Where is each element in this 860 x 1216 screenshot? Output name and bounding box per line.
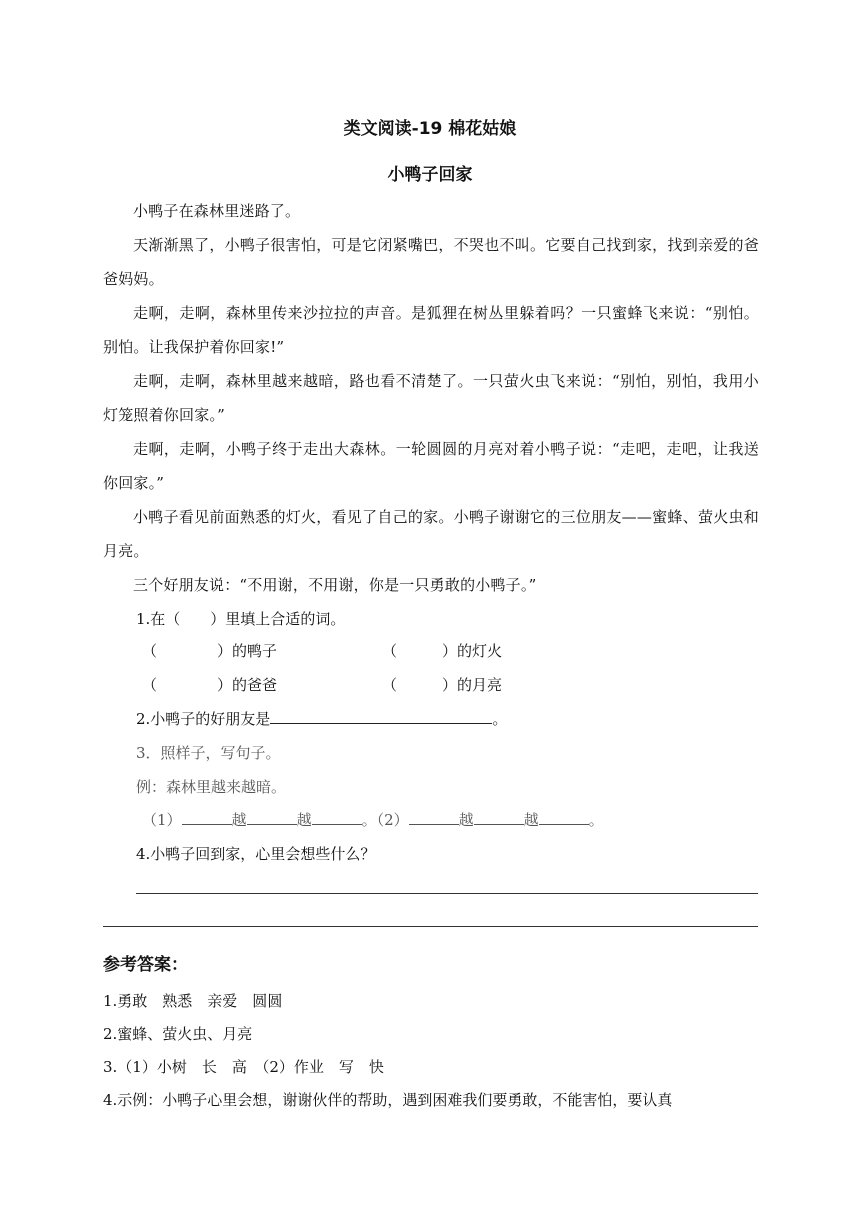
answer-blank[interactable]: [270, 709, 492, 724]
answers-heading: 参考答案：: [103, 955, 188, 975]
answer-1: 1.勇敢 熟悉 亲爱 圆圆: [103, 992, 283, 1010]
question-2: [136, 708, 507, 729]
story-paragraph-4: 走啊，走啊，森林里越来越暗，路也看不清楚了。一只萤火虫飞来说：“别怕，别怕，我用小灯笼照着你回家。”: [103, 372, 759, 424]
answer-3: 3.（1）小树 长 高 （2）作业 写 快: [103, 1058, 384, 1076]
q3-yue: 越: [296, 811, 312, 829]
answer-blank[interactable]: [182, 810, 232, 825]
answer-2: 2.蜜蜂、萤火虫、月亮: [103, 1025, 253, 1043]
story-paragraph-5: 走啊，走啊，小鸭子终于走出大森林。一轮圆圆的月亮对着小鸭子说：“走吧，走吧，让我送你回家。”: [103, 440, 759, 492]
q3-part1-label: （1）: [142, 811, 182, 829]
story-paragraph-1: 小鸭子在森林里迷路了。: [133, 202, 301, 220]
question-3-blanks: [142, 809, 604, 830]
question-4: 4.小鸭子回到家，心里会想些什么？: [136, 845, 376, 863]
answer-blank[interactable]: [474, 810, 524, 825]
q3-yue: 越: [523, 811, 539, 829]
page-title: 类文阅读-19 棉花姑娘: [343, 119, 517, 139]
question-2-end: 。: [492, 710, 508, 728]
answer-4: 4.示例：小鸭子心里会想，谢谢伙伴的帮助，遇到困难我们要勇敢，不能害怕，要认真: [103, 1091, 673, 1109]
answer-blank[interactable]: [312, 810, 362, 825]
q3-yue: 越: [458, 811, 474, 829]
story-paragraph-2: 天渐渐黑了，小鸭子很害怕，可是它闭紧嘴巴，不哭也不叫。它要自己找到家，找到亲爱的爸爸妈妈。: [103, 236, 759, 288]
answer-blank[interactable]: [539, 810, 589, 825]
story-paragraph-3: 走啊，走啊，森林里传来沙拉拉的声音。是狐狸在树丛里躲着吗？一只蜜蜂飞来说：“别怕。别怕。让我保护着你回家!”: [103, 304, 759, 356]
question-1: 1.在（ ）里填上合适的词。: [136, 610, 346, 628]
answer-line[interactable]: [136, 893, 758, 894]
question-1-item-c: （ ）的爸爸: [142, 676, 278, 694]
q3-end: 。: [588, 811, 604, 829]
story-paragraph-6: 小鸭子看见前面熟悉的灯火，看见了自己的家。小鸭子谢谢它的三位朋友——蜜蜂、萤火虫和月亮。: [103, 508, 759, 560]
story-paragraph-7: 三个好朋友说：“不用谢，不用谢，你是一只勇敢的小鸭子。”: [133, 576, 537, 594]
question-3-example: 例：森林里越来越暗。: [136, 778, 287, 796]
question-3: 3．照样子，写句子。: [136, 744, 281, 762]
question-1-item-d: （ ）的月亮: [382, 676, 503, 694]
section-divider: [103, 926, 758, 927]
story-title: 小鸭子回家: [387, 165, 473, 185]
question-2-text: 2.小鸭子的好朋友是: [136, 710, 271, 728]
question-1-item-b: （ ）的灯火: [382, 642, 503, 660]
q3-separator: 。（2）: [361, 811, 409, 829]
question-1-item-a: （ ）的鸭子: [142, 642, 278, 660]
q3-yue: 越: [231, 811, 247, 829]
answer-blank[interactable]: [409, 810, 459, 825]
answer-blank[interactable]: [247, 810, 297, 825]
